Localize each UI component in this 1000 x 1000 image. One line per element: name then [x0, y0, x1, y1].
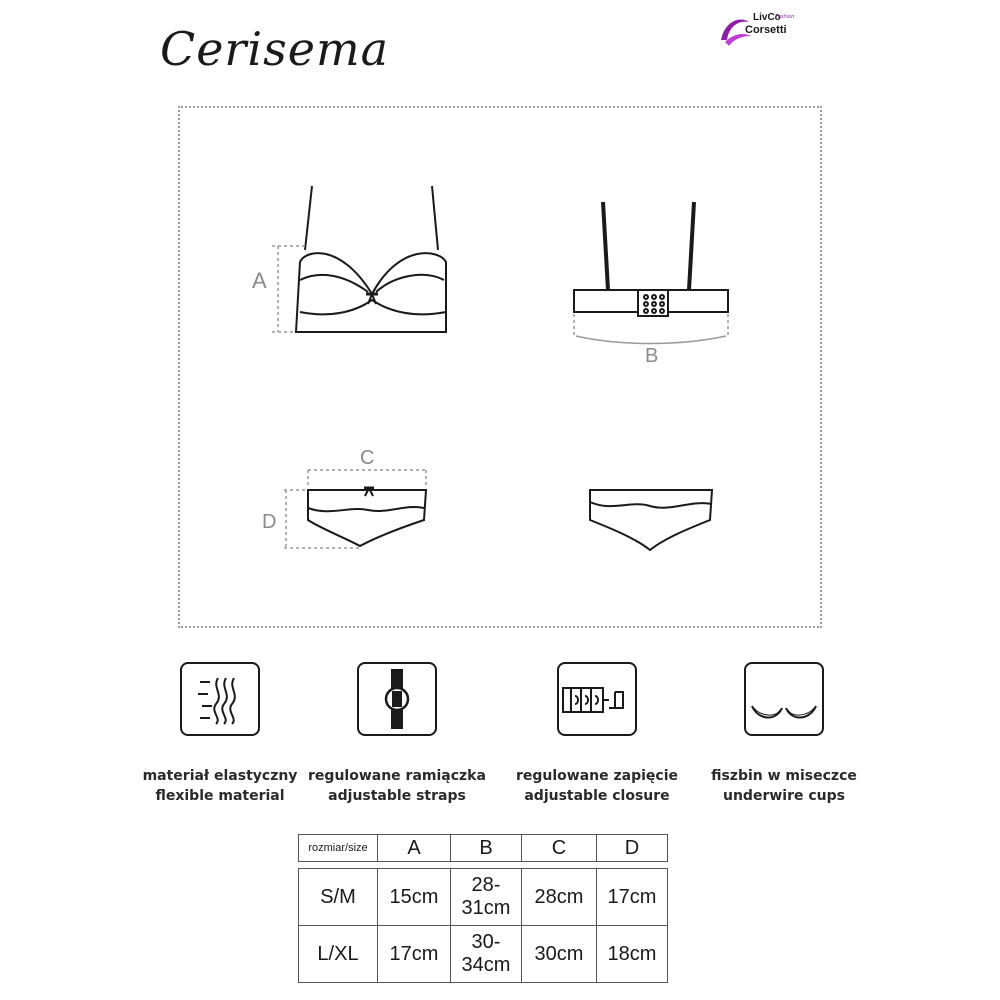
- dimension-c: [308, 470, 426, 488]
- panty-front-drawing: [308, 488, 426, 546]
- feature-flexible-material: [120, 662, 320, 806]
- feature-label-en: underwire cups: [723, 788, 845, 804]
- underwire-cups-icon: [744, 662, 824, 736]
- feature-adjustable-straps: [297, 662, 497, 806]
- product-title: Cerisema: [160, 22, 389, 76]
- panty-back-drawing: [590, 490, 712, 550]
- value-cell: 28cm: [522, 869, 597, 926]
- column-header-a: A: [378, 835, 451, 862]
- feature-label-pl: materiał elastyczny: [142, 768, 298, 784]
- dimension-label-d: D: [262, 511, 277, 533]
- column-header-c: C: [522, 835, 597, 862]
- value-cell: 15cm: [378, 869, 451, 926]
- dimension-label-a: A: [252, 268, 267, 293]
- size-table: [298, 834, 668, 983]
- hook-closure-icon: [557, 662, 637, 736]
- feature-label-pl: fiszbin w miseczce: [711, 768, 857, 784]
- value-cell: 17cm: [597, 869, 668, 926]
- dimension-label-c: C: [360, 447, 375, 469]
- feature-label-en: flexible material: [155, 788, 285, 804]
- value-cell: 17cm: [378, 926, 451, 983]
- brand-name-top: LivCo: [753, 12, 781, 23]
- column-header-b: B: [451, 835, 522, 862]
- dimension-label-b: B: [645, 345, 659, 367]
- bra-back-drawing: [574, 202, 728, 316]
- value-cell: 18cm: [597, 926, 668, 983]
- value-cell: 30cm: [522, 926, 597, 983]
- bra-front-drawing: [296, 186, 446, 332]
- size-cell: L/XL: [299, 926, 378, 983]
- table-row: [299, 926, 668, 983]
- size-table-corner: rozmiar/size: [299, 835, 378, 862]
- size-cell: S/M: [299, 869, 378, 926]
- feature-label-pl: regulowane ramiączka: [308, 768, 486, 784]
- brand-tag: Fashion: [775, 14, 795, 20]
- value-cell: 30-34cm: [451, 926, 522, 983]
- dimension-b: [574, 314, 728, 344]
- feature-adjustable-closure: [497, 662, 697, 806]
- feature-label-pl: regulowane zapięcie: [515, 768, 679, 784]
- value-cell: 28-31cm: [451, 869, 522, 926]
- feature-label-en: adjustable closure: [524, 788, 670, 804]
- feature-label-en: adjustable straps: [328, 788, 466, 804]
- feature-underwire-cups: [684, 662, 884, 806]
- wavy-lines-icon: [180, 662, 260, 736]
- size-table-header: [299, 835, 668, 862]
- column-header-d: D: [597, 835, 668, 862]
- strap-adjuster-icon: [357, 662, 437, 736]
- table-row: [299, 869, 668, 926]
- brand-name-bottom: Corsetti: [745, 24, 787, 36]
